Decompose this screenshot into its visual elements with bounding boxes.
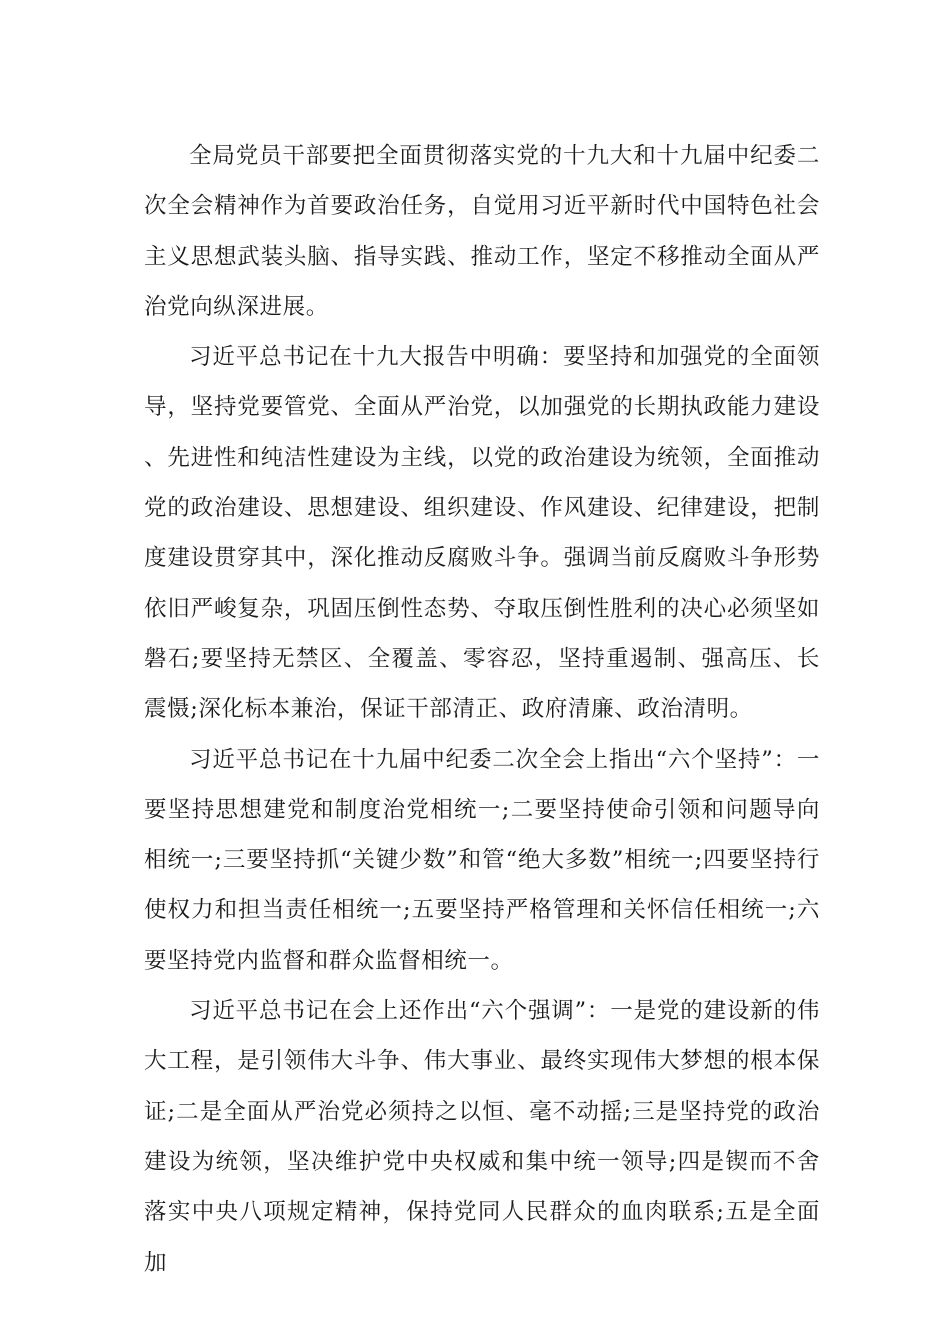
document-body [144, 131, 820, 1288]
paragraph-1: 全局党员干部要把全面贯彻落实党的十九大和十九届中纪委二次全会精神作为首要政治任务，自觉用习近平新时代中国特色社会主义思想武装头脑、指导实践、推动工作，坚定不移推动全面从严治党向纵深进展。 [144, 143, 820, 320]
paragraph-3: 习近平总书记在十九届中纪委二次全会上指出“六个坚持”：一要坚持思想建党和制度治党相统一;二要坚持使命引领和问题导向相统一;三要坚持抓“关键少数”和管“绝大多数”相统一;四要坚持行使权力和担当责任相统一;五要坚持严格管理和关怀信任相统一;六要坚持党内监督和群众监督相统一。 [144, 746, 820, 974]
paragraph-4: 习近平总书记在会上还作出“六个强调”：一是党的建设新的伟大工程，是引领伟大斗争、伟大事业、最终实现伟大梦想的根本保证;二是全面从严治党必须持之以恒、毫不动摇;三是坚持党的政治建设为统领，坚决维护党中央权威和集中统一领导;四是锲而不舍落实中央八项规定精神，保持党同人民群众的血肉联系;五是全面加 [144, 998, 820, 1276]
paragraph-2: 习近平总书记在十九大报告中明确：要坚持和加强党的全面领导，坚持党要管党、全面从严治党，以加强党的长期执政能力建设、先进性和纯洁性建设为主线，以党的政治建设为统领，全面推动党的政治建设、思想建设、组织建设、作风建设、纪律建设，把制度建设贯穿其中，深化推动反腐败斗争。强调当前反腐败斗争形势依旧严峻复杂，巩固压倒性态势、夺取压倒性胜利的决心必须坚如磐石;要坚持无禁区、全覆盖、零容忍，坚持重遏制、强高压、长震慑;深化标本兼治，保证干部清正、政府清廉、政治清明。 [144, 344, 820, 723]
